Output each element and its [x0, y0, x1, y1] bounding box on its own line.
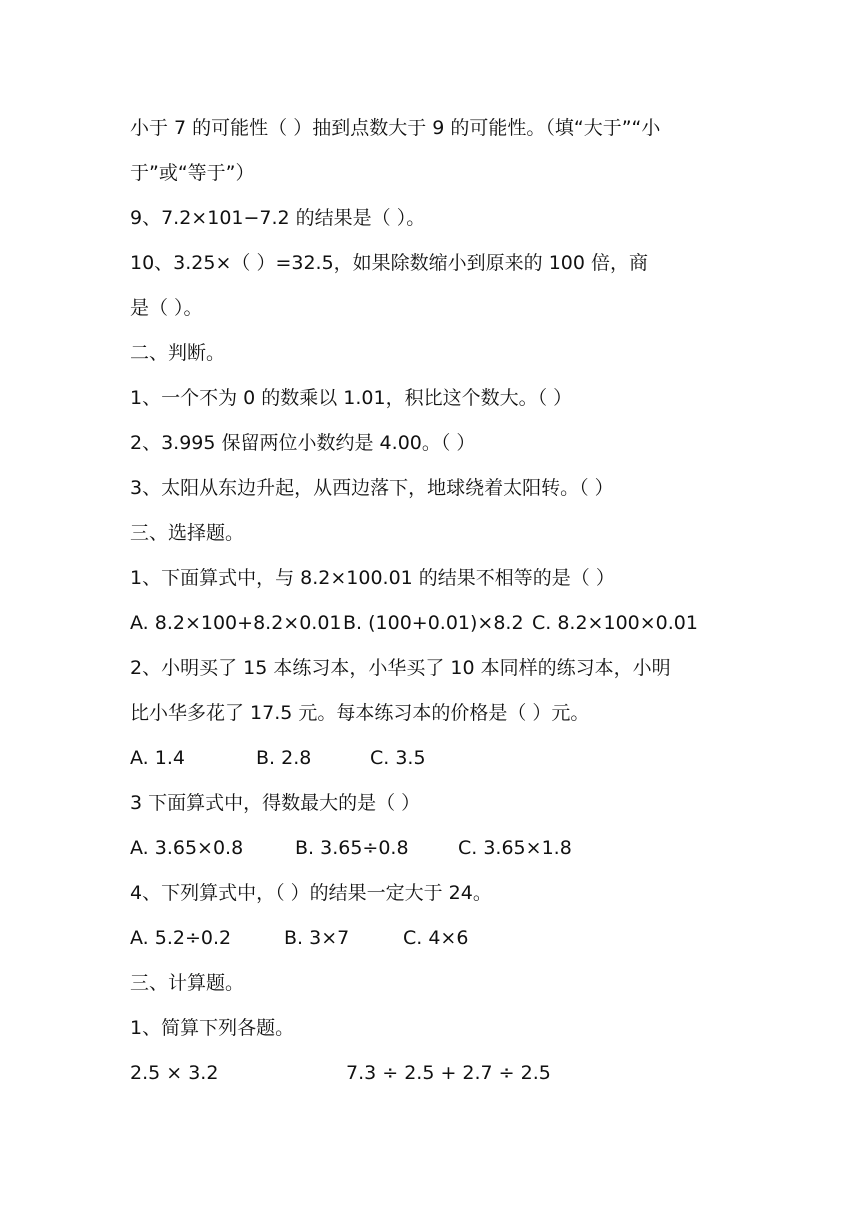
section-heading-choice: 三、选择题。 [130, 522, 245, 544]
calc-problem: 2.5 × 3.2 [130, 1062, 219, 1084]
choice-question-1: 1、下面算式中，与 8.2×100.01 的结果不相等的是（ ） [130, 567, 615, 589]
text-line: 于”或“等于”） [130, 162, 255, 184]
calc-instruction: 1、简算下列各题。 [130, 1017, 295, 1039]
section-heading-calc: 三、计算题。 [130, 972, 245, 994]
text-line: 比小华多花了 17.5 元。每本练习本的价格是（ ）元。 [130, 702, 590, 724]
calc-problem: 7.3 ÷ 2.5 + 2.7 ÷ 2.5 [346, 1062, 551, 1084]
question-10: 10、3.25×（ ）=32.5，如果除数缩小到原来的 100 倍，商 [130, 252, 649, 274]
option-b: B. (100+0.01)×8.2 [343, 612, 524, 634]
option-a: A. 3.65×0.8 [130, 837, 244, 859]
section-heading-judge: 二、判断。 [130, 342, 226, 364]
choice-question-4: 4、下列算式中，（ ）的结果一定大于 24。 [130, 882, 492, 904]
option-c: C. 3.65×1.8 [458, 837, 572, 859]
question-9: 9、7.2×101−7.2 的结果是（ ）。 [130, 207, 426, 229]
choice-question-3: 3 下面算式中，得数最大的是（ ） [130, 792, 421, 814]
option-c: C. 4×6 [403, 927, 469, 949]
text-line: 小于 7 的可能性（ ）抽到点数大于 9 的可能性。（填“大于”“小 [130, 117, 661, 139]
judge-question-3: 3、太阳从东边升起，从西边落下，地球绕着太阳转。（ ） [130, 477, 614, 499]
option-a: A. 1.4 [130, 747, 185, 769]
option-c: C. 3.5 [370, 747, 426, 769]
option-a: A. 5.2÷0.2 [130, 927, 232, 949]
option-b: B. 3.65÷0.8 [295, 837, 409, 859]
judge-question-1: 1、一个不为 0 的数乘以 1.01，积比这个数大。（ ） [130, 387, 573, 409]
text-line: 是（ ）。 [130, 297, 203, 319]
option-a: A. 8.2×100+8.2×0.01 [130, 612, 342, 634]
option-c: C. 8.2×100×0.01 [532, 612, 698, 634]
option-b: B. 2.8 [256, 747, 312, 769]
judge-question-2: 2、3.995 保留两位小数约是 4.00。（ ） [130, 432, 476, 454]
choice-question-2: 2、小明买了 15 本练习本，小华买了 10 本同样的练习本，小明 [130, 657, 671, 679]
option-b: B. 3×7 [284, 927, 350, 949]
